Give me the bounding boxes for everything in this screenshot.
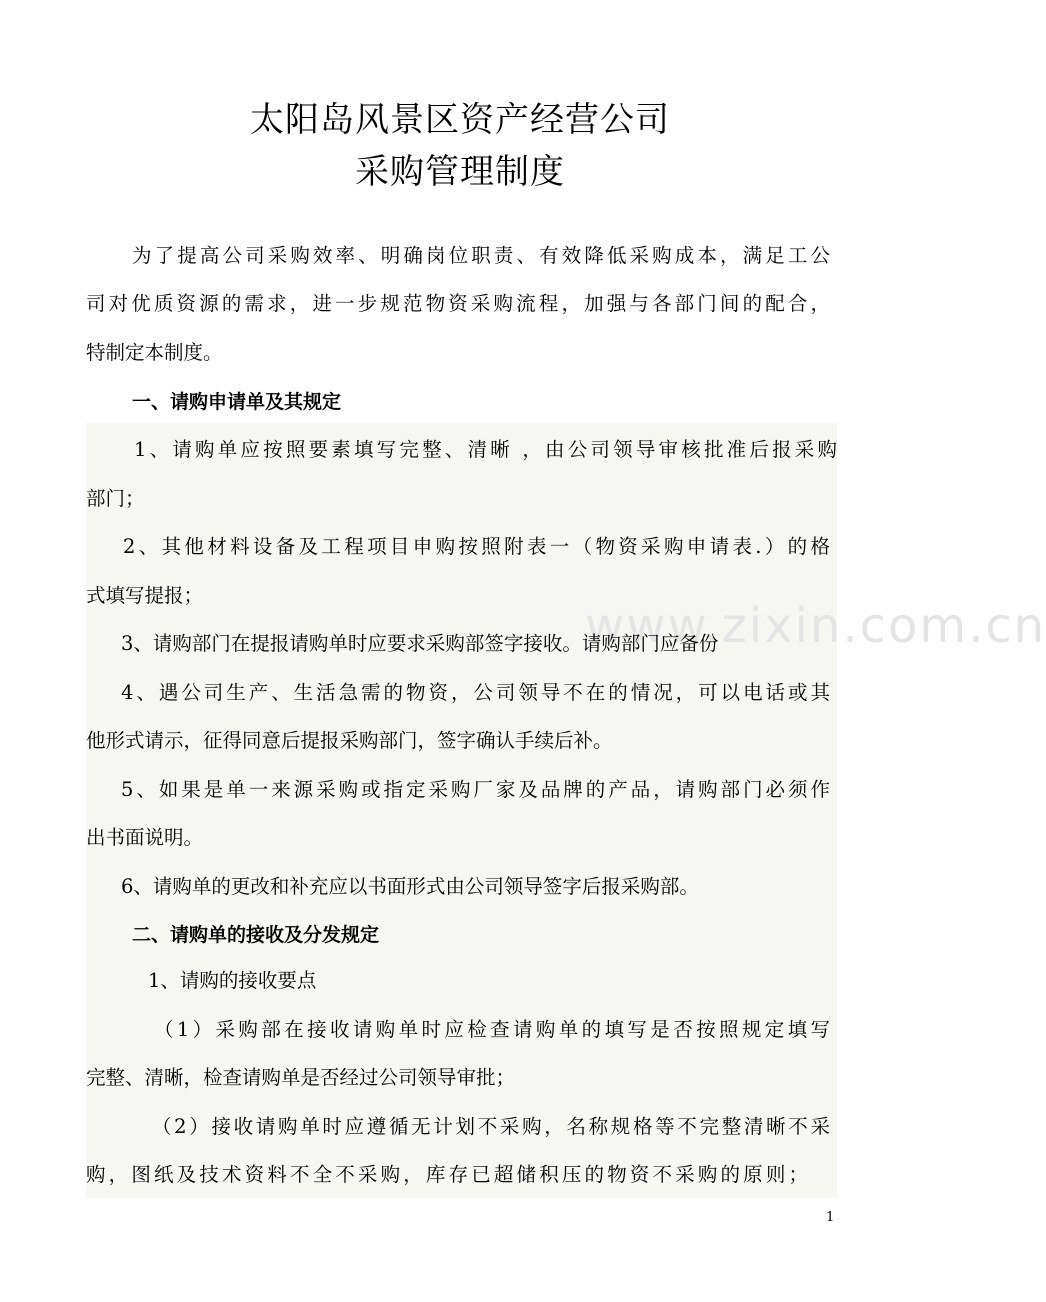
- intro-line-1: 为了提高公司采购效率、明确岗位职责、有效降低采购成本，满足工公: [132, 244, 830, 267]
- section2-heading: 二、请购单的接收及分发规定: [132, 924, 380, 946]
- section2-line-5: 购，图纸及技术资料不全不采购，库存已超储积压的物资不采购的原则；: [86, 1163, 808, 1186]
- section1-line-5: 3、请购部门在提报请购单时应要求采购部签字接收。请购部门应备份: [121, 632, 719, 655]
- section1-heading: 一、请购申请单及其规定: [132, 391, 342, 413]
- section1-line-2: 部门；: [86, 487, 145, 510]
- section2-line-1: 1、请购的接收要点: [148, 969, 317, 992]
- section2-line-2: （1）采购部在接收请购单时应检查请购单的填写是否按照规定填写: [154, 1018, 830, 1041]
- watermark: www.zixin.com.cn: [585, 598, 1046, 654]
- section1-line-7: 他形式请示，征得同意后提报采购部门，签字确认手续后补。: [86, 729, 613, 752]
- document-subtitle: 采购管理制度: [355, 152, 565, 192]
- document-title: 太阳岛风景区资产经营公司: [250, 100, 670, 140]
- section1-line-3: 2、其他材料设备及工程项目申购按照附表一（物资采购申请表.）的格: [123, 535, 830, 558]
- section1-line-10: 6、请购单的更改和补充应以书面形式由公司领导签字后报采购部。: [121, 875, 699, 898]
- page-number: 1: [826, 1210, 835, 1225]
- section2-line-4: （2）接收请购单时应遵循无计划不采购，名称规格等不完整清晰不采: [152, 1115, 830, 1138]
- section1-line-6: 4、遇公司生产、生活急需的物资，公司领导不在的情况，可以电话或其: [121, 681, 830, 704]
- section1-line-4: 式填写提报；: [86, 584, 204, 607]
- section1-line-1: 1、请购单应按照要素填写完整、清晰 ，由公司领导审核批准后报采购: [134, 438, 837, 461]
- intro-line-2: 司对优质资源的需求，进一步规范物资采购流程，加强与各部门间的配合，: [86, 292, 830, 315]
- intro-line-3: 特制定本制度。: [86, 341, 223, 364]
- section1-line-9: 出书面说明。: [86, 826, 204, 849]
- section2-line-3: 完整、清晰，检查请购单是否经过公司领导审批；: [86, 1066, 516, 1089]
- section1-line-8: 5、如果是单一来源采购或指定采购厂家及品牌的产品，请购部门必须作: [121, 778, 830, 801]
